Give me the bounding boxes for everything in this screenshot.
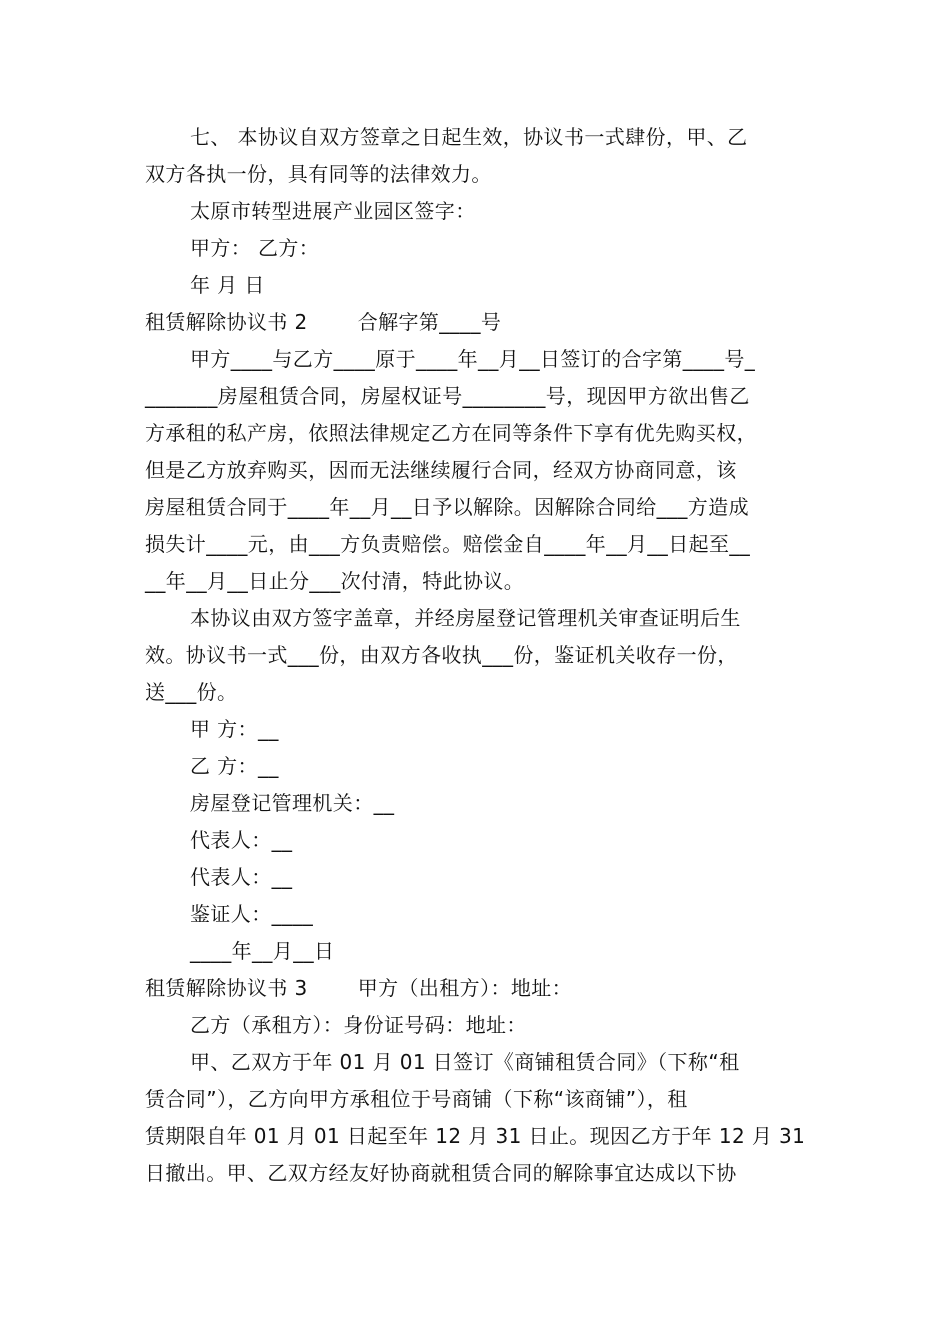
agreement-2-para-2-line-2: 效。协议书一式___份，由双方各收执___份，鉴证机关收存一份， <box>145 643 738 667</box>
agreement-3-para-1-line-1: 甲、乙双方于年 01 月 01 日签订《商铺租赁合同》（下称“租 <box>190 1050 740 1074</box>
party-a-signature: 甲 方：__ <box>190 717 279 741</box>
agreement-3-lessee: 乙方（承租方）：身份证号码：地址： <box>190 1013 527 1037</box>
agreement-3-para-1-line-2: 赁合同”），乙方向甲方承租位于号商铺（下称“该商铺”），租 <box>145 1087 688 1111</box>
agreement-2-para-1-line-5: 房屋租赁合同于____年__月__日予以解除。因解除合同给___方造成 <box>145 495 749 519</box>
representative-signature-1: 代表人：__ <box>190 828 293 852</box>
agreement-3-heading <box>145 970 810 1007</box>
agreement-3-title: 租赁解除协议书 3 <box>145 976 308 1000</box>
agreement-2-title: 租赁解除协议书 2 <box>145 310 308 334</box>
agreement-3-para-1-line-3: 赁期限自年 01 月 01 日起至年 12 月 31 日止。现因乙方于年 12 月 31 <box>145 1124 806 1148</box>
agreement-2-para-1-line-7: __年__月__日止分___次付清，特此协议。 <box>145 569 525 593</box>
agreement-3-lessor: 甲方（出租方）：地址： <box>357 976 573 1000</box>
agreement-2-number: 合解字第____号 <box>357 310 502 334</box>
witness-signature: 鉴证人：____ <box>190 902 314 926</box>
agreement-3-para-1-line-4: 日撤出。甲、乙双方经友好协商就租赁合同的解除事宜达成以下协 <box>145 1161 737 1185</box>
registration-authority-signature: 房屋登记管理机关：__ <box>190 791 395 815</box>
representative-signature-2: 代表人：__ <box>190 865 293 889</box>
agreement-2-date: ____年__月__日 <box>190 939 335 963</box>
agreement-2-para-1-line-4: 但是乙方放弃购买，因而无法继续履行合同，经双方协商同意，该 <box>145 458 737 482</box>
agreement-2-para-1-line-6: 损失计____元，由___方负责赔偿。赔偿金自____年__月__日起至__ <box>145 532 751 556</box>
signature-parties: 甲方： 乙方： <box>190 236 320 260</box>
agreement-2-para-1-line-3: 方承租的私产房，依照法律规定乙方在同等条件下享有优先购买权， <box>145 421 757 445</box>
clause-7-line-2: 双方各执一份，具有同等的法律效力。 <box>145 162 492 186</box>
agreement-2-para-2-line-1: 本协议由双方签字盖章，并经房屋登记管理机关审查证明后生 <box>190 606 741 630</box>
agreement-2-para-1-line-2: _______房屋租赁合同，房屋权证号________号，现因甲方欲出售乙 <box>145 384 750 408</box>
clause-7-line-1: 七、 本协议自双方签章之日起生效，协议书一式肆份，甲、乙 <box>190 125 748 149</box>
document-body <box>145 119 810 1192</box>
signature-park-label: 太原市转型进展产业园区签字： <box>190 199 476 223</box>
agreement-2-para-1-line-1: 甲方____与乙方____原于____年__月__日签订的合字第____号_ <box>190 347 756 371</box>
agreement-2-heading <box>145 304 810 341</box>
party-b-signature: 乙 方：__ <box>190 754 279 778</box>
signature-date: 年 月 日 <box>190 273 265 297</box>
agreement-2-para-2-line-3: 送___份。 <box>145 680 238 704</box>
